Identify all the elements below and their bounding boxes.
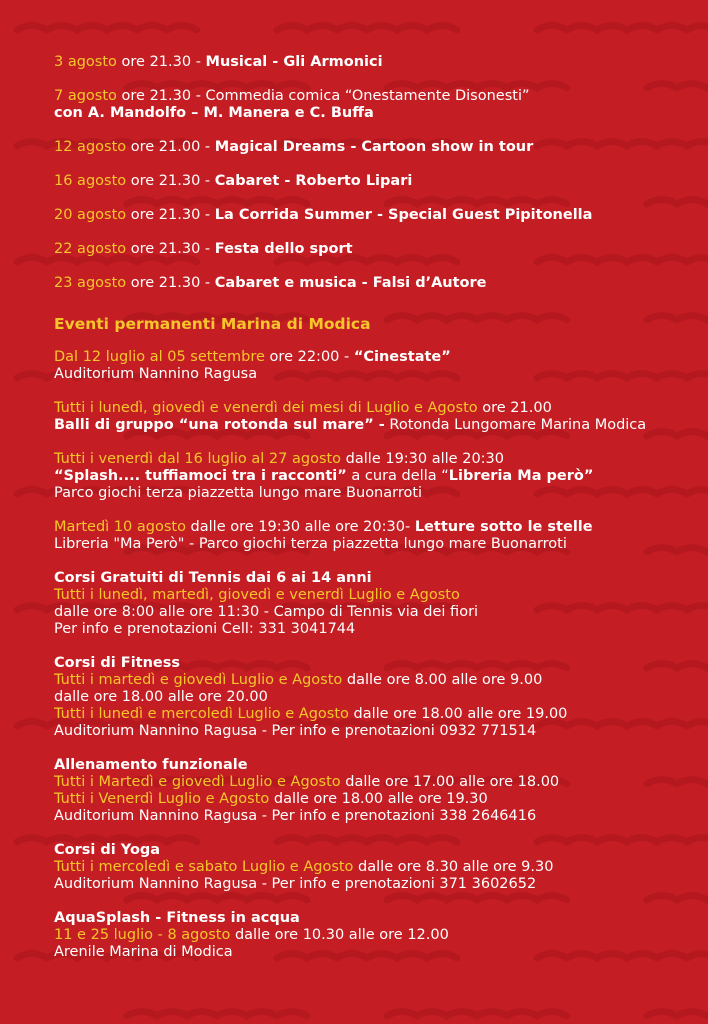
wave-stroke (537, 26, 708, 31)
block-title: “Cinestate” (353, 349, 451, 365)
block-date: Martedì 10 agosto (54, 519, 186, 535)
event-time: ore 21.30 - (126, 241, 215, 257)
block-date: Dal 12 luglio al 05 settembre (54, 349, 265, 365)
wave-stroke (17, 26, 197, 31)
block-date: Tutti i lunedì e mercoledì Luglio e Agosto (54, 706, 349, 722)
event-date: 16 agosto (54, 173, 127, 189)
block-time: ore 21.00 (477, 400, 552, 416)
block-contact: Auditorium Nannino Ragusa - Per info e prenotazioni 0932 771514 (54, 723, 537, 739)
block-date: Tutti i Martedì e giovedì Luglio e Agosto (54, 774, 341, 790)
block-contact: Auditorium Nannino Ragusa - Per info e prenotazioni 371 3602652 (54, 876, 537, 892)
wave-stroke (277, 26, 457, 31)
event-title: Cabaret - Roberto Lipari (214, 173, 413, 189)
event-time: ore 21.30 - (116, 54, 206, 70)
block-time: dalle ore 18.00 alle ore 19.30 (269, 791, 488, 807)
block-time: dalle ore 18.00 alle ore 20.00 (54, 689, 268, 705)
event-title: Cabaret e musica - Falsi d’Autore (214, 275, 487, 291)
block-contact: Per info e prenotazioni Cell: 331 3041744 (54, 621, 356, 637)
block-location: Parco giochi terza piazzetta lungo mare Buonarroti (54, 485, 423, 501)
event-title: con A. Mandolfo – M. Manera e C. Buffa (54, 105, 374, 121)
block-title: Corsi di Yoga (54, 842, 161, 858)
block-date: Tutti i lunedì, martedì, giovedì e venerdì Luglio e Agosto (54, 587, 460, 603)
block-organizer: Libreria Ma però” (448, 468, 594, 484)
block-time: dalle ore 17.00 alle ore 18.00 (340, 774, 560, 790)
block-time: dalle ore 8.30 alle ore 9.30 (353, 859, 554, 875)
wave-stroke (387, 1012, 567, 1017)
block-aquasplash (54, 910, 694, 961)
block-balli (54, 400, 694, 434)
block-date: Tutti i mercoledì e sabato Luglio e Agosto (54, 859, 354, 875)
block-location: Auditorium Nannino Ragusa (54, 366, 258, 382)
block-time: dalle ore 19:30 alle ore 20:30- (185, 519, 415, 535)
block-time: dalle ore 8:00 alle ore 11:30 - Campo di Tennis via dei fiori (54, 604, 479, 620)
section-heading: Eventi permanenti Marina di Modica (54, 315, 371, 333)
block-funzionale (54, 757, 694, 825)
event-date: 3 agosto (54, 54, 117, 70)
block-title: Corsi di Fitness (54, 655, 181, 671)
block-time: dalle ore 8.00 alle ore 9.00 (342, 672, 543, 688)
event-16-agosto (54, 173, 694, 190)
event-time: ore 21.00 - (126, 139, 215, 155)
block-yoga (54, 842, 694, 893)
block-text: a cura della “ (346, 468, 449, 484)
event-22-agosto (54, 241, 694, 258)
block-time: ore 22:00 - (264, 349, 354, 365)
event-time: ore 21.30 - (126, 207, 215, 223)
wave-stroke (647, 1012, 708, 1017)
block-title: Balli di gruppo “una rotonda sul mare” - (54, 417, 385, 433)
wave-stroke (127, 1012, 307, 1017)
block-time: dalle ore 10.30 alle ore 12.00 (230, 927, 449, 943)
event-date: 7 agosto (54, 88, 117, 104)
block-tennis (54, 570, 694, 638)
event-date: 22 agosto (54, 241, 127, 257)
block-title: “Splash.... tuffiamoci tra i racconti” (54, 468, 347, 484)
event-7-agosto (54, 88, 694, 122)
event-title: Magical Dreams - Cartoon show in tour (214, 139, 534, 155)
block-contact: Auditorium Nannino Ragusa - Per info e prenotazioni 338 2646416 (54, 808, 537, 824)
event-title: La Corrida Summer - Special Guest Pipitonella (214, 207, 593, 223)
event-20-agosto (54, 207, 694, 224)
program-content (54, 54, 694, 978)
block-letture (54, 519, 694, 553)
block-title: Letture sotto le stelle (414, 519, 593, 535)
block-date: Tutti i venerdì dal 16 luglio al 27 agosto (54, 451, 342, 467)
event-time: ore 21.30 - (126, 275, 215, 291)
event-12-agosto (54, 139, 694, 156)
event-3-agosto (54, 54, 694, 71)
block-date: Tutti i martedì e giovedì Luglio e Agosto (54, 672, 343, 688)
block-location: Libreria "Ma Però" - Parco giochi terza piazzetta lungo mare Buonarroti (54, 536, 567, 552)
event-date: 20 agosto (54, 207, 127, 223)
block-title: AquaSplash - Fitness in acqua (54, 910, 300, 926)
event-title: Musical - Gli Armonici (205, 54, 383, 70)
event-time: ore 21.30 - Commedia comica “Onestamente Disonesti” (116, 88, 530, 104)
block-splash (54, 451, 694, 502)
event-date: 23 agosto (54, 275, 127, 291)
block-title: Allenamento funzionale (54, 757, 248, 773)
block-date: Tutti i lunedì, giovedì e venerdì dei mesi di Luglio e Agosto (54, 400, 478, 416)
block-location: Rotonda Lungomare Marina Modica (384, 417, 647, 433)
event-title: Festa dello sport (214, 241, 353, 257)
block-title: Corsi Gratuiti di Tennis dai 6 ai 14 anni (54, 570, 372, 586)
block-fitness (54, 655, 694, 740)
event-23-agosto (54, 275, 694, 292)
event-date: 12 agosto (54, 139, 127, 155)
block-time: dalle 19:30 alle 20:30 (341, 451, 505, 467)
block-location: Arenile Marina di Modica (54, 944, 233, 960)
block-time: dalle ore 18.00 alle ore 19.00 (348, 706, 568, 722)
block-date: 11 e 25 luglio - 8 agosto (54, 927, 231, 943)
event-time: ore 21.30 - (126, 173, 215, 189)
block-cinestate (54, 349, 694, 383)
block-date: Tutti i Venerdì Luglio e Agosto (54, 791, 270, 807)
